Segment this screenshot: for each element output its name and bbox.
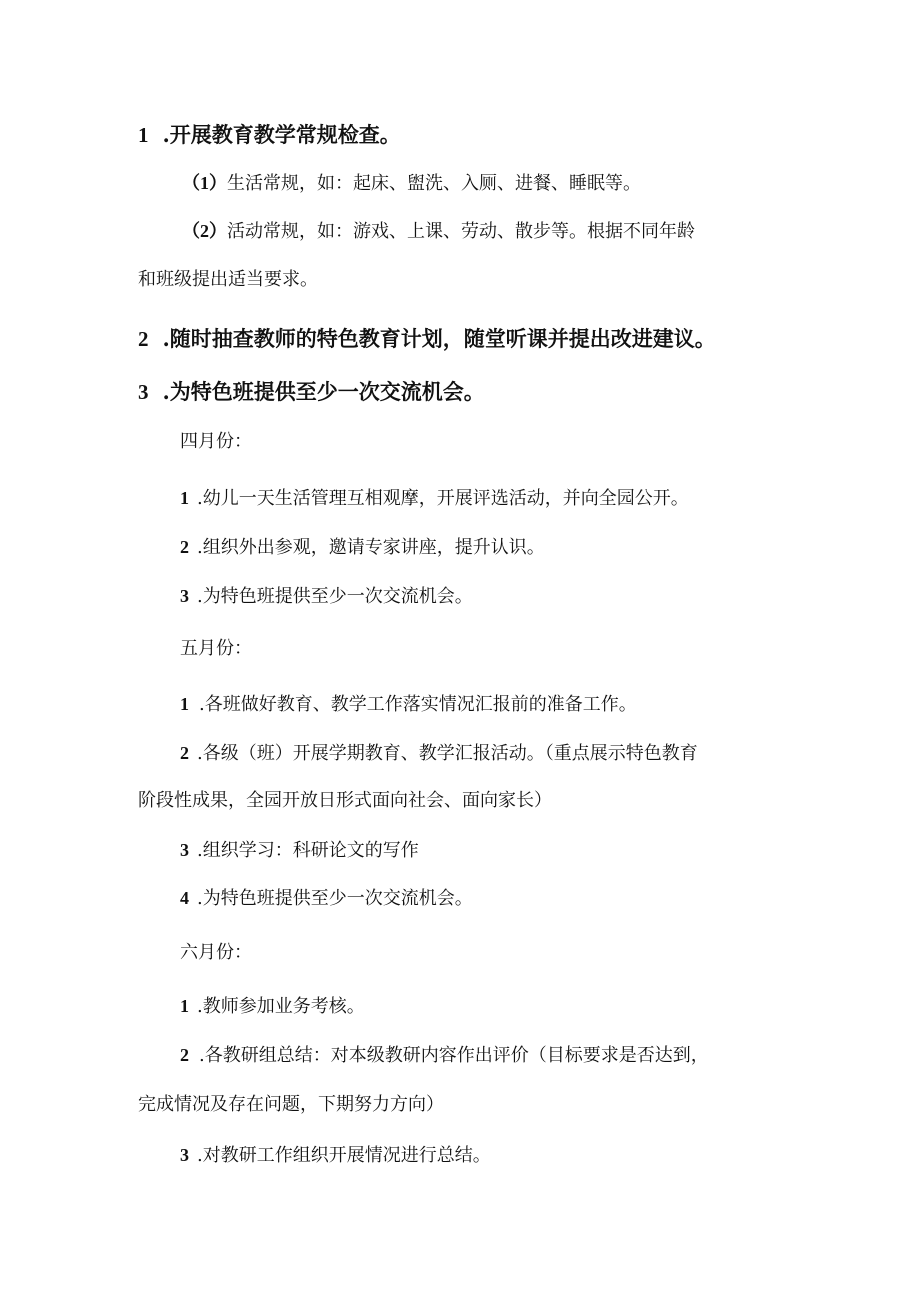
list-item bbox=[180, 889, 473, 908]
section-3-text: .为特色班提供至少一次交流机会。 bbox=[162, 379, 485, 404]
item-number: 3 bbox=[180, 1145, 189, 1165]
item-text: .对教研工作组织开展情况进行总结。 bbox=[197, 1145, 491, 1166]
section-3-number: 3 bbox=[138, 380, 149, 404]
item-text: .为特色班提供至少一次交流机会。 bbox=[197, 586, 473, 607]
item-number: 1 bbox=[180, 694, 189, 714]
april-title: 四月份： bbox=[180, 431, 252, 452]
may-title: 五月份： bbox=[180, 638, 252, 659]
list-item bbox=[180, 997, 365, 1016]
list-item bbox=[180, 1146, 491, 1165]
item-number: 1 bbox=[180, 488, 189, 508]
section-1-sub-1 bbox=[182, 174, 641, 193]
list-item bbox=[180, 841, 419, 860]
section-1-sub-2-continuation: 和班级提出适当要求。 bbox=[138, 269, 318, 290]
june-title: 六月份： bbox=[180, 942, 252, 963]
item-number: 1 bbox=[180, 996, 189, 1016]
item-text: .各教研组总结：对本级教研内容作出评价（目标要求是否达到， bbox=[199, 1045, 709, 1066]
item-number: 4 bbox=[180, 888, 189, 908]
sub-1-text: 生活常规，如：起床、盥洗、入厕、进餐、睡眠等。 bbox=[227, 173, 641, 194]
list-item-continuation: 完成情况及存在问题，下期努力方向） bbox=[138, 1094, 444, 1115]
item-text: .幼儿一天生活管理互相观摩，开展评选活动，并向全园公开。 bbox=[197, 488, 689, 509]
section-2-heading bbox=[138, 328, 716, 350]
item-text: .组织外出参观，邀请专家讲座，提升认识。 bbox=[197, 537, 545, 558]
list-item-continuation: 阶段性成果，全园开放日形式面向社会、面向家长） bbox=[138, 790, 552, 811]
section-2-text: .随时抽查教师的特色教育计划，随堂听课并提出改进建议。 bbox=[162, 326, 716, 351]
item-number: 2 bbox=[180, 743, 189, 763]
list-item bbox=[180, 744, 698, 763]
sub-1-number: （1） bbox=[182, 173, 227, 193]
list-item bbox=[180, 1046, 709, 1065]
item-text: .各班做好教育、教学工作落实情况汇报前的准备工作。 bbox=[199, 694, 637, 715]
list-item bbox=[180, 538, 545, 557]
item-number: 3 bbox=[180, 586, 189, 606]
item-text: .为特色班提供至少一次交流机会。 bbox=[197, 888, 473, 909]
list-item bbox=[180, 587, 473, 606]
sub-2-text: 活动常规，如：游戏、上课、劳动、散步等。根据不同年龄 bbox=[227, 221, 695, 242]
section-1-sub-2 bbox=[182, 222, 695, 241]
item-text: .各级（班）开展学期教育、教学汇报活动。（重点展示特色教育 bbox=[197, 743, 698, 764]
section-3-heading bbox=[138, 381, 485, 403]
list-item bbox=[180, 695, 637, 714]
section-1-number: 1 bbox=[138, 123, 149, 147]
sub-2-number: （2） bbox=[182, 221, 227, 241]
list-item bbox=[180, 489, 689, 508]
item-number: 2 bbox=[180, 537, 189, 557]
item-text: .组织学习：科研论文的写作 bbox=[197, 840, 419, 861]
item-text: .教师参加业务考核。 bbox=[197, 996, 365, 1017]
section-2-number: 2 bbox=[138, 327, 149, 351]
section-1-heading bbox=[138, 124, 401, 146]
item-number: 2 bbox=[180, 1045, 189, 1065]
section-1-heading-text: .开展教育教学常规检查。 bbox=[162, 122, 401, 147]
item-number: 3 bbox=[180, 840, 189, 860]
